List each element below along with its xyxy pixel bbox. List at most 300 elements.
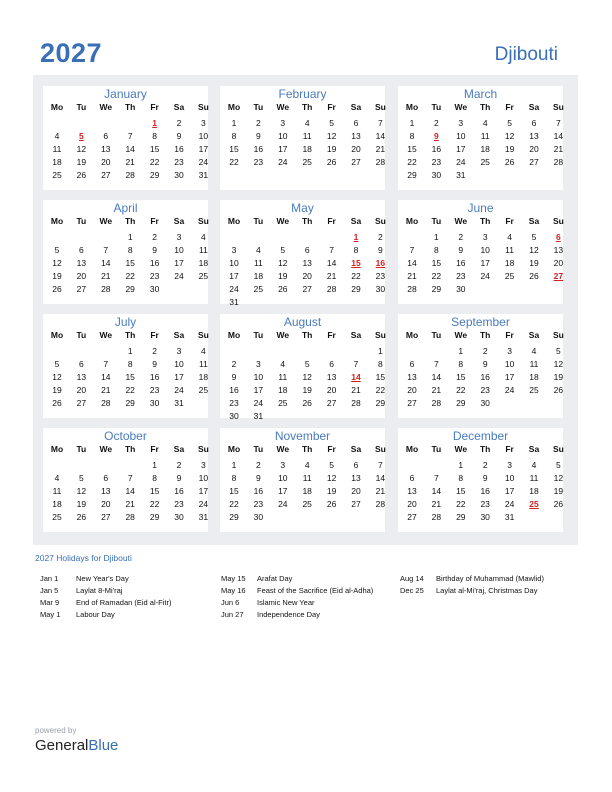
day: 10 xyxy=(253,372,264,382)
day: 22 xyxy=(125,385,135,395)
day: 12 xyxy=(52,372,62,382)
day: 29 xyxy=(229,512,239,522)
day: 7 xyxy=(329,245,334,255)
day: 28 xyxy=(125,512,135,522)
weekday-label: Tu xyxy=(431,330,442,340)
day: 20 xyxy=(101,499,111,509)
day: 18 xyxy=(198,258,209,268)
day: 22 xyxy=(456,385,466,395)
weekday-label: Mo xyxy=(227,216,241,226)
day: 1 xyxy=(409,118,415,128)
day: 10 xyxy=(456,131,466,141)
day: 10 xyxy=(504,359,515,369)
holiday-name: Islamic New Year xyxy=(257,598,315,607)
day: 22 xyxy=(149,499,160,509)
day: 23 xyxy=(431,157,442,167)
day: 30 xyxy=(480,512,490,522)
weekday-label: Sa xyxy=(350,102,362,112)
day: 20 xyxy=(326,385,337,395)
day: 4 xyxy=(304,118,310,128)
day: 26 xyxy=(302,398,312,408)
weekday-label: Su xyxy=(374,102,386,112)
weekday-label: Sa xyxy=(528,444,540,454)
holiday-name: Laylat 8-Mi'raj xyxy=(76,586,123,595)
day: 22 xyxy=(351,271,361,281)
day: 15 xyxy=(149,486,160,496)
day: 28 xyxy=(553,157,564,167)
day: 26 xyxy=(326,157,337,167)
day: 22 xyxy=(229,499,239,509)
day: 2 xyxy=(482,346,488,356)
holiday-day: 9 xyxy=(434,131,439,141)
month-april xyxy=(43,200,208,304)
day: 23 xyxy=(229,398,239,408)
weekday-label: Th xyxy=(301,444,313,454)
day: 13 xyxy=(529,131,539,141)
weekday-label: Sa xyxy=(173,444,185,454)
day: 19 xyxy=(52,271,62,281)
day: 11 xyxy=(302,131,312,141)
month-title: January xyxy=(104,87,147,101)
day: 18 xyxy=(302,144,312,154)
day: 13 xyxy=(76,372,87,382)
day: 5 xyxy=(329,460,334,470)
weekday-label: We xyxy=(276,216,290,226)
day: 7 xyxy=(353,359,359,369)
day: 8 xyxy=(458,473,464,483)
day: 26 xyxy=(52,284,62,294)
day: 6 xyxy=(79,245,84,255)
day: 7 xyxy=(103,359,109,369)
day: 16 xyxy=(149,258,160,268)
day: 26 xyxy=(52,398,62,408)
day: 14 xyxy=(375,473,386,483)
day: 15 xyxy=(407,144,417,154)
day: 14 xyxy=(431,372,442,382)
day: 28 xyxy=(125,170,135,180)
day: 26 xyxy=(76,512,87,522)
day: 14 xyxy=(431,486,442,496)
month-title: June xyxy=(467,201,494,215)
day: 21 xyxy=(125,499,135,509)
weekday-label: Mo xyxy=(405,330,419,340)
weekday-label: Th xyxy=(479,444,491,454)
day: 7 xyxy=(409,245,415,255)
holiday-day: 1 xyxy=(152,118,157,128)
day: 24 xyxy=(174,385,184,395)
weekday-label: Tu xyxy=(76,330,87,340)
day: 31 xyxy=(198,170,209,180)
day: 2 xyxy=(482,460,488,470)
day: 1 xyxy=(458,346,464,356)
weekday-label: Su xyxy=(552,330,564,340)
day: 26 xyxy=(553,499,564,509)
day: 21 xyxy=(431,385,442,395)
weekday-label: Tu xyxy=(253,444,264,454)
day: 22 xyxy=(407,157,417,167)
day: 4 xyxy=(201,346,206,356)
day: 24 xyxy=(174,271,184,281)
weekday-label: Su xyxy=(552,102,564,112)
day: 17 xyxy=(253,385,264,395)
day: 17 xyxy=(198,144,209,154)
holiday-day: 14 xyxy=(351,372,361,382)
month-title: May xyxy=(291,201,314,215)
day: 13 xyxy=(101,144,111,154)
day: 17 xyxy=(504,486,515,496)
day: 1 xyxy=(127,232,133,242)
weekday-label: Fr xyxy=(327,444,336,454)
day: 24 xyxy=(278,499,288,509)
day: 4 xyxy=(304,460,310,470)
weekday-label: We xyxy=(454,102,468,112)
day: 23 xyxy=(480,385,490,395)
weekday-label: Tu xyxy=(76,444,87,454)
day: 17 xyxy=(480,258,490,268)
day: 17 xyxy=(174,258,184,268)
weekday-label: Sa xyxy=(173,102,185,112)
weekday-label: Su xyxy=(374,444,386,454)
day: 30 xyxy=(431,170,442,180)
day: 26 xyxy=(76,170,87,180)
day: 6 xyxy=(531,118,537,128)
weekday-label: Fr xyxy=(505,102,514,112)
day: 3 xyxy=(201,460,206,470)
day: 26 xyxy=(326,499,337,509)
day: 27 xyxy=(326,398,337,408)
day: 9 xyxy=(152,245,157,255)
day: 1 xyxy=(231,460,237,470)
day: 6 xyxy=(103,131,109,141)
day: 5 xyxy=(79,473,84,483)
day: 10 xyxy=(198,473,209,483)
day: 3 xyxy=(201,118,206,128)
weekday-label: Sa xyxy=(350,330,362,340)
holiday-name: New Year's Day xyxy=(76,574,129,583)
day: 14 xyxy=(326,258,337,268)
weekday-label: Su xyxy=(552,444,564,454)
day: 24 xyxy=(504,385,515,395)
month-title: February xyxy=(278,87,327,101)
weekday-label: Th xyxy=(124,444,136,454)
weekday-label: Fr xyxy=(150,444,159,454)
day: 12 xyxy=(278,258,288,268)
weekday-label: Su xyxy=(197,330,209,340)
day: 20 xyxy=(76,271,87,281)
weekday-label: Sa xyxy=(350,444,362,454)
day: 21 xyxy=(553,144,564,154)
day: 5 xyxy=(556,460,561,470)
day: 29 xyxy=(149,170,160,180)
day: 18 xyxy=(302,486,312,496)
weekday-label: Th xyxy=(301,102,313,112)
holiday-day: 1 xyxy=(353,232,359,242)
day: 14 xyxy=(553,131,564,141)
holiday-name: Independence Day xyxy=(257,610,320,619)
day: 2 xyxy=(458,232,464,242)
day: 8 xyxy=(378,359,383,369)
day: 16 xyxy=(149,372,160,382)
day: 11 xyxy=(253,258,263,268)
day: 13 xyxy=(326,372,337,382)
weekday-label: Sa xyxy=(528,330,540,340)
day: 9 xyxy=(256,131,261,141)
weekday-label: Tu xyxy=(431,216,442,226)
day: 1 xyxy=(434,232,439,242)
day: 8 xyxy=(434,245,439,255)
day: 5 xyxy=(54,359,60,369)
day: 30 xyxy=(174,170,184,180)
day: 21 xyxy=(375,486,386,496)
holiday-date: Jan 5 xyxy=(40,586,59,595)
weekday-label: Sa xyxy=(350,216,362,226)
day: 27 xyxy=(407,512,417,522)
holiday-name: Laylat al-Mi'raj, Christmas Day xyxy=(436,586,538,595)
holiday-date: Dec 25 xyxy=(400,586,424,595)
month-july xyxy=(43,314,208,418)
holiday-date: Jun 6 xyxy=(221,598,240,607)
day: 19 xyxy=(553,372,564,382)
day: 3 xyxy=(280,118,286,128)
day: 16 xyxy=(480,486,490,496)
weekday-label: Th xyxy=(479,102,491,112)
day: 25 xyxy=(302,499,312,509)
holiday-day: 6 xyxy=(556,232,561,242)
day: 8 xyxy=(353,245,359,255)
day: 3 xyxy=(507,460,512,470)
day: 24 xyxy=(480,271,490,281)
day: 29 xyxy=(456,398,466,408)
country-title: Djibouti xyxy=(494,44,558,65)
day: 11 xyxy=(529,359,539,369)
day: 17 xyxy=(174,372,184,382)
day: 5 xyxy=(54,245,60,255)
weekday-label: Fr xyxy=(505,330,514,340)
weekday-label: Su xyxy=(197,444,209,454)
day: 20 xyxy=(101,157,111,167)
holiday-name: Birthday of Muhammad (Mawlid) xyxy=(436,574,544,583)
day: 14 xyxy=(375,131,386,141)
day: 15 xyxy=(125,258,135,268)
day: 29 xyxy=(456,512,466,522)
day: 15 xyxy=(229,144,239,154)
day: 18 xyxy=(529,372,539,382)
day: 13 xyxy=(407,372,417,382)
day: 4 xyxy=(482,118,488,128)
day: 19 xyxy=(326,144,337,154)
day: 1 xyxy=(231,118,237,128)
day: 8 xyxy=(231,131,237,141)
day: 14 xyxy=(407,258,417,268)
day: 3 xyxy=(482,232,488,242)
day: 14 xyxy=(125,144,135,154)
day: 19 xyxy=(278,271,288,281)
day: 12 xyxy=(529,245,539,255)
weekday-label: We xyxy=(99,216,113,226)
day: 22 xyxy=(456,499,466,509)
day: 16 xyxy=(253,486,264,496)
holiday-date: May 15 xyxy=(221,574,246,583)
day: 2 xyxy=(152,346,157,356)
day: 17 xyxy=(278,486,288,496)
day: 19 xyxy=(553,486,564,496)
day: 6 xyxy=(103,473,109,483)
weekday-label: Sa xyxy=(528,102,540,112)
day: 23 xyxy=(456,271,466,281)
day: 13 xyxy=(351,473,361,483)
month-february xyxy=(220,86,385,190)
day: 22 xyxy=(149,157,160,167)
day: 24 xyxy=(198,157,209,167)
day: 4 xyxy=(256,245,261,255)
day: 13 xyxy=(302,258,312,268)
day: 10 xyxy=(480,245,490,255)
day: 6 xyxy=(409,359,415,369)
brand-general: General xyxy=(35,737,89,754)
day: 19 xyxy=(504,144,515,154)
day: 9 xyxy=(152,359,157,369)
weekday-label: Th xyxy=(124,330,136,340)
day: 25 xyxy=(504,271,515,281)
day: 13 xyxy=(407,486,417,496)
day: 4 xyxy=(531,346,537,356)
day: 3 xyxy=(231,245,237,255)
day: 7 xyxy=(556,118,561,128)
day: 19 xyxy=(76,499,87,509)
day: 1 xyxy=(378,346,383,356)
weekday-label: Tu xyxy=(76,216,87,226)
day: 31 xyxy=(198,512,209,522)
holiday-day: 25 xyxy=(529,499,539,509)
day: 3 xyxy=(176,232,182,242)
day: 30 xyxy=(375,284,386,294)
day: 8 xyxy=(127,359,133,369)
day: 9 xyxy=(256,473,261,483)
month-october xyxy=(43,428,208,532)
day: 7 xyxy=(127,473,133,483)
day: 27 xyxy=(351,157,361,167)
day: 3 xyxy=(176,346,182,356)
day: 28 xyxy=(431,398,442,408)
day: 13 xyxy=(351,131,361,141)
day: 21 xyxy=(431,499,442,509)
day: 12 xyxy=(504,131,515,141)
day: 4 xyxy=(280,359,286,369)
month-title: March xyxy=(463,87,498,101)
day: 9 xyxy=(482,359,488,369)
weekday-label: Su xyxy=(197,216,209,226)
day: 9 xyxy=(176,473,182,483)
holiday-day: 5 xyxy=(79,131,84,141)
day: 25 xyxy=(52,512,62,522)
day: 15 xyxy=(149,144,160,154)
day: 21 xyxy=(125,157,135,167)
weekday-label: Tu xyxy=(253,330,264,340)
day: 3 xyxy=(458,118,464,128)
day: 25 xyxy=(278,398,288,408)
weekday-label: Mo xyxy=(50,444,64,454)
month-august xyxy=(220,314,386,421)
day: 6 xyxy=(409,473,415,483)
day: 14 xyxy=(125,486,135,496)
year-title: 2027 xyxy=(40,38,103,68)
weekday-label: We xyxy=(454,444,468,454)
day: 24 xyxy=(198,499,209,509)
day: 7 xyxy=(434,473,439,483)
weekday-label: Mo xyxy=(227,444,241,454)
day: 11 xyxy=(529,473,539,483)
month-january xyxy=(43,86,208,190)
day: 22 xyxy=(229,157,239,167)
day: 24 xyxy=(278,157,288,167)
day: 24 xyxy=(504,499,515,509)
weekday-label: Tu xyxy=(253,102,264,112)
day: 30 xyxy=(253,512,264,522)
weekday-label: We xyxy=(276,102,290,112)
day: 18 xyxy=(529,486,539,496)
day: 23 xyxy=(174,157,184,167)
weekday-label: Tu xyxy=(253,216,264,226)
day: 30 xyxy=(149,284,160,294)
holiday-date: May 1 xyxy=(40,610,61,619)
weekday-label: Sa xyxy=(528,216,540,226)
month-december xyxy=(398,428,563,532)
day: 25 xyxy=(302,157,312,167)
day: 29 xyxy=(431,284,442,294)
day: 7 xyxy=(127,131,133,141)
day: 5 xyxy=(329,118,334,128)
day: 31 xyxy=(174,398,184,408)
weekday-label: Tu xyxy=(431,102,442,112)
day: 20 xyxy=(351,486,361,496)
day: 10 xyxy=(504,473,515,483)
day: 7 xyxy=(378,460,383,470)
weekday-label: We xyxy=(276,444,290,454)
day: 9 xyxy=(458,245,464,255)
day: 25 xyxy=(253,284,264,294)
day: 10 xyxy=(198,131,209,141)
day: 20 xyxy=(407,385,417,395)
day: 10 xyxy=(229,258,239,268)
day: 15 xyxy=(456,486,466,496)
month-title: November xyxy=(274,429,331,443)
day: 22 xyxy=(431,271,442,281)
day: 27 xyxy=(302,284,312,294)
weekday-label: Th xyxy=(301,216,313,226)
day: 25 xyxy=(198,271,209,281)
day: 19 xyxy=(76,157,87,167)
day: 30 xyxy=(480,398,490,408)
brand-logo[interactable] xyxy=(35,737,118,754)
day: 6 xyxy=(329,359,334,369)
day: 20 xyxy=(553,258,564,268)
day: 22 xyxy=(125,271,135,281)
month-title: July xyxy=(114,315,137,329)
weekday-label: We xyxy=(99,102,113,112)
day: 6 xyxy=(79,359,84,369)
weekday-label: Th xyxy=(479,330,491,340)
day: 11 xyxy=(278,372,288,382)
day: 16 xyxy=(229,385,239,395)
day: 28 xyxy=(101,284,111,294)
day: 27 xyxy=(351,499,361,509)
weekday-label: Su xyxy=(197,102,209,112)
month-title: September xyxy=(451,315,510,329)
day: 27 xyxy=(101,170,111,180)
weekday-label: Su xyxy=(374,330,386,340)
weekday-label: Fr xyxy=(150,330,159,340)
day: 1 xyxy=(152,460,157,470)
